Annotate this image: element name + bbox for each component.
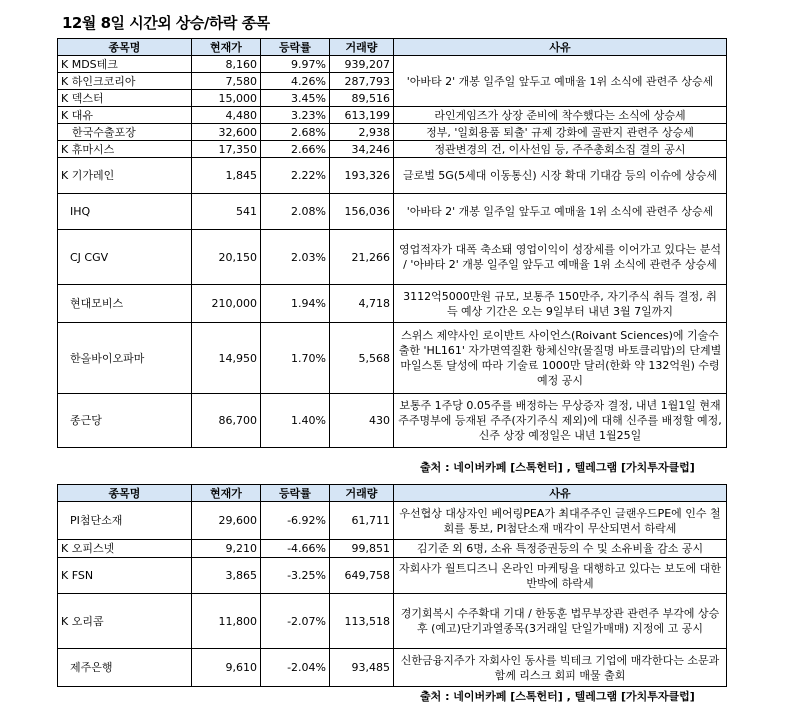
header-price: 현재가: [192, 39, 261, 56]
table-row: [58, 141, 727, 158]
table-row: [58, 649, 727, 687]
stock-name: 현대모비스: [58, 285, 192, 323]
stock-rate: 1.70%: [261, 323, 330, 394]
stock-reason: 글로벌 5G(5세대 이동통신) 시장 확대 기대감 등의 이슈에 상승세: [394, 158, 727, 194]
stock-reason: 정관변경의 건, 이사선임 등, 주주총회소집 결의 공시: [394, 141, 727, 158]
header-price: 현재가: [192, 485, 261, 502]
stock-price: 9,210: [192, 540, 261, 558]
stock-reason: 스위스 제약사인 로이반트 사이언스(Roivant Sciences)에 기술수출한 'HL161' 자가면역질환 항체신약(물질명 바토클리맙)의 단계별 마일스톤 달성에 따라 기술료 1000만 달러(한화 약 132억원) 수령 예정 공시: [394, 323, 727, 394]
stock-volume: 89,516: [330, 90, 394, 107]
stock-name: K 오피스넷: [58, 540, 192, 558]
stock-volume: 93,485: [330, 649, 394, 687]
table-row: [58, 558, 727, 594]
stock-price: 8,160: [192, 56, 261, 73]
stock-reason: 경기회복시 수주확대 기대 / 한동훈 법무부장관 관련주 부각에 상승 후 (예고)단기과열종목(3거래일 단일가매매) 지정에 고 공시: [394, 594, 727, 649]
stock-rate: 4.26%: [261, 73, 330, 90]
stock-reason: 김기준 외 6명, 소유 특정증권등의 수 및 소유비율 감소 공시: [394, 540, 727, 558]
stock-volume: 649,758: [330, 558, 394, 594]
header-rate: 등락률: [261, 485, 330, 502]
table-row: [58, 230, 727, 285]
stock-reason: 3112억5000만원 규모, 보통주 150만주, 자기주식 취득 결정, 취득 예상 기간은 오는 9일부터 내년 3월 7일까지: [394, 285, 727, 323]
table-row: [58, 285, 727, 323]
table-row: [58, 194, 727, 230]
page-title: 12월 8일 시간외 상승/하락 종목: [62, 14, 270, 32]
stock-volume: 287,793: [330, 73, 394, 90]
stock-reason: 자회사가 월트디즈니 온라인 마케팅을 대행하고 있다는 보도에 대한 반박에 하락세: [394, 558, 727, 594]
stock-price: 15,000: [192, 90, 261, 107]
stock-rate: 1.94%: [261, 285, 330, 323]
header-volume: 거래량: [330, 39, 394, 56]
stock-volume: 4,718: [330, 285, 394, 323]
stock-name: K 휴마시스: [58, 141, 192, 158]
source-credit: 출처 : 네이버카페 [스톡헌터] , 텔레그램 [가치투자클럽]: [420, 690, 695, 703]
table-header-row: [58, 39, 727, 56]
stock-price: 32,600: [192, 124, 261, 141]
stock-volume: 21,266: [330, 230, 394, 285]
stock-name: K 덱스터: [58, 90, 192, 107]
header-volume: 거래량: [330, 485, 394, 502]
stock-volume: 613,199: [330, 107, 394, 124]
stock-volume: 34,246: [330, 141, 394, 158]
stock-volume: 99,851: [330, 540, 394, 558]
stock-volume: 113,518: [330, 594, 394, 649]
source-credit: 출처 : 네이버카페 [스톡헌터] , 텔레그램 [가치투자클럽]: [420, 461, 695, 474]
stock-volume: 2,938: [330, 124, 394, 141]
stock-price: 541: [192, 194, 261, 230]
stock-reason: 우선협상 대상자인 베어링PEA가 최대주주인 글랜우드PE에 인수 철회를 통보, PI첨단소재 매각이 무산되면서 하락세: [394, 502, 727, 540]
stock-price: 14,950: [192, 323, 261, 394]
stock-name: 한올바이오파마: [58, 323, 192, 394]
stock-name: K 하인크코리아: [58, 73, 192, 90]
table-row: [58, 124, 727, 141]
stock-name: CJ CGV: [58, 230, 192, 285]
stock-reason: 라인게임즈가 상장 준비에 착수했다는 소식에 상승세: [394, 107, 727, 124]
stock-reason: 영업적자가 대폭 축소돼 영업이익이 성장세를 이어가고 있다는 분석 / '아바타 2' 개봉 일주일 앞두고 예매율 1위 소식에 관련주 상승세: [394, 230, 727, 285]
stock-reason: '아바타 2' 개봉 일주일 앞두고 예매율 1위 소식에 관련주 상승세: [394, 194, 727, 230]
stock-price: 4,480: [192, 107, 261, 124]
header-reason: 사유: [394, 39, 727, 56]
stock-rate: -2.04%: [261, 649, 330, 687]
stock-name: IHQ: [58, 194, 192, 230]
stock-rate: 9.97%: [261, 56, 330, 73]
table-row: [58, 594, 727, 649]
stock-reason: 신한금융지주가 자회사인 동사를 빅테크 기업에 매각한다는 소문과 함께 리스크 회피 매물 출회: [394, 649, 727, 687]
header-rate: 등락률: [261, 39, 330, 56]
table-row: [58, 56, 727, 73]
stock-rate: 2.66%: [261, 141, 330, 158]
stock-volume: 61,711: [330, 502, 394, 540]
stock-name: K FSN: [58, 558, 192, 594]
stock-volume: 156,036: [330, 194, 394, 230]
stock-rate: 1.40%: [261, 394, 330, 448]
stock-rate: -3.25%: [261, 558, 330, 594]
table-header-row: [58, 485, 727, 502]
stock-name: PI첨단소재: [58, 502, 192, 540]
header-name: 종목명: [58, 39, 192, 56]
rising-stocks-table: [57, 38, 727, 448]
stock-name: K 기가레인: [58, 158, 192, 194]
stock-name: K 대유: [58, 107, 192, 124]
stock-price: 29,600: [192, 502, 261, 540]
stock-price: 11,800: [192, 594, 261, 649]
stock-price: 3,865: [192, 558, 261, 594]
table-row: [58, 107, 727, 124]
table-row: [58, 540, 727, 558]
stock-price: 20,150: [192, 230, 261, 285]
stock-rate: -6.92%: [261, 502, 330, 540]
stock-price: 17,350: [192, 141, 261, 158]
stock-volume: 193,326: [330, 158, 394, 194]
stock-reason: 보통주 1주당 0.05주를 배정하는 무상증자 결정, 내년 1월1일 현재 주주명부에 등재된 주주(자기주식 제외)에 대해 신주를 배정할 예정, 신주 상장 예정일은 내년 1월25일: [394, 394, 727, 448]
stock-rate: 3.23%: [261, 107, 330, 124]
stock-volume: 939,207: [330, 56, 394, 73]
header-reason: 사유: [394, 485, 727, 502]
stock-rate: 2.03%: [261, 230, 330, 285]
stock-rate: 2.08%: [261, 194, 330, 230]
table-row: [58, 394, 727, 448]
stock-price: 7,580: [192, 73, 261, 90]
stock-price: 1,845: [192, 158, 261, 194]
stock-price: 210,000: [192, 285, 261, 323]
stock-rate: -4.66%: [261, 540, 330, 558]
table-row: [58, 502, 727, 540]
stock-volume: 430: [330, 394, 394, 448]
table-row: [58, 323, 727, 394]
stock-reason: '아바타 2' 개봉 일주일 앞두고 예매율 1위 소식에 관련주 상승세: [394, 56, 727, 107]
stock-reason: 정부, '일회용품 퇴출' 규제 강화에 골판지 관련주 상승세: [394, 124, 727, 141]
stock-rate: -2.07%: [261, 594, 330, 649]
stock-price: 9,610: [192, 649, 261, 687]
falling-stocks-table: [57, 484, 727, 687]
stock-rate: 2.22%: [261, 158, 330, 194]
stock-rate: 3.45%: [261, 90, 330, 107]
stock-name: K MDS테크: [58, 56, 192, 73]
stock-rate: 2.68%: [261, 124, 330, 141]
stock-name: K 오리콤: [58, 594, 192, 649]
stock-name: 한국수출포장: [58, 124, 192, 141]
stock-name: 제주은행: [58, 649, 192, 687]
table-row: [58, 158, 727, 194]
stock-volume: 5,568: [330, 323, 394, 394]
stock-price: 86,700: [192, 394, 261, 448]
stock-name: 종근당: [58, 394, 192, 448]
header-name: 종목명: [58, 485, 192, 502]
